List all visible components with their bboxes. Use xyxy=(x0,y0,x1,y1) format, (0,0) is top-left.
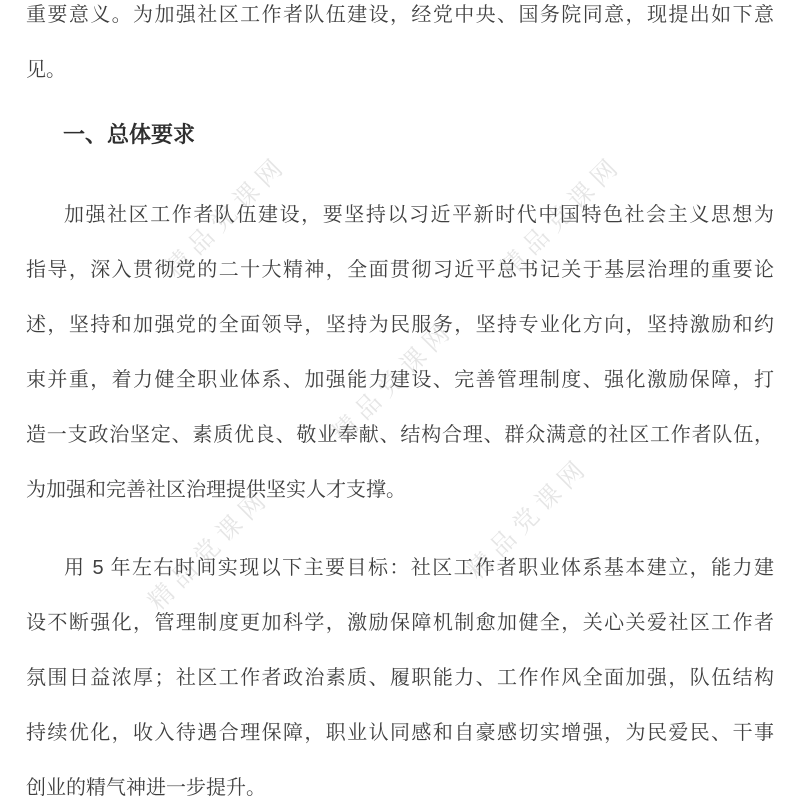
document-text-line: 重要意义。为加强社区工作者队伍建设，经党中央、国务院同意，现提出如下意 xyxy=(26,4,774,26)
document-text-line: 创业的精气神进一步提升。 xyxy=(26,777,266,799)
watermark-text: 精品党课网 xyxy=(142,482,276,616)
watermark-text: 精品党课网 xyxy=(461,451,595,585)
document-text-line: 造一支政治坚定、素质优良、敬业奉献、结构合理、群众满意的社区工作者队伍， xyxy=(26,424,774,446)
section-heading: 一、总体要求 xyxy=(63,122,196,147)
document-body xyxy=(26,0,774,800)
document-text-line: 指导，深入贯彻党的二十大精神，全面贯彻习近平总书记关于基层治理的重要论 xyxy=(26,259,774,281)
document-text-line: 用 5 年左右时间实现以下主要目标：社区工作者职业体系基本建立，能力建 xyxy=(64,557,774,579)
watermark-text: 精品党课网 xyxy=(494,149,628,283)
watermark-text: 精品党课网 xyxy=(326,314,460,448)
document-text-line: 持续优化，收入待遇合理保障，职业认同感和自豪感切实增强，为民爱民、干事 xyxy=(26,722,774,744)
document-text-line: 见。 xyxy=(26,59,66,81)
document-text-line: 加强社区工作者队伍建设，要坚持以习近平新时代中国特色社会主义思想为 xyxy=(64,204,774,226)
document-text-line: 设不断强化，管理制度更加科学，激励保障机制愈加健全，关心关爱社区工作者 xyxy=(26,612,774,634)
document-text-line: 氛围日益浓厚；社区工作者政治素质、履职能力、工作作风全面加强，队伍结构 xyxy=(26,667,774,689)
document-text-line: 为加强和完善社区治理提供坚实人才支撑。 xyxy=(26,479,406,501)
document-text-line: 束并重，着力健全职业体系、加强能力建设、完善管理制度、强化激励保障，打 xyxy=(26,369,774,391)
watermark-text: 精品党课网 xyxy=(159,149,293,283)
document-text-line: 述，坚持和加强党的全面领导，坚持为民服务，坚持专业化方向，坚持激励和约 xyxy=(26,314,774,336)
